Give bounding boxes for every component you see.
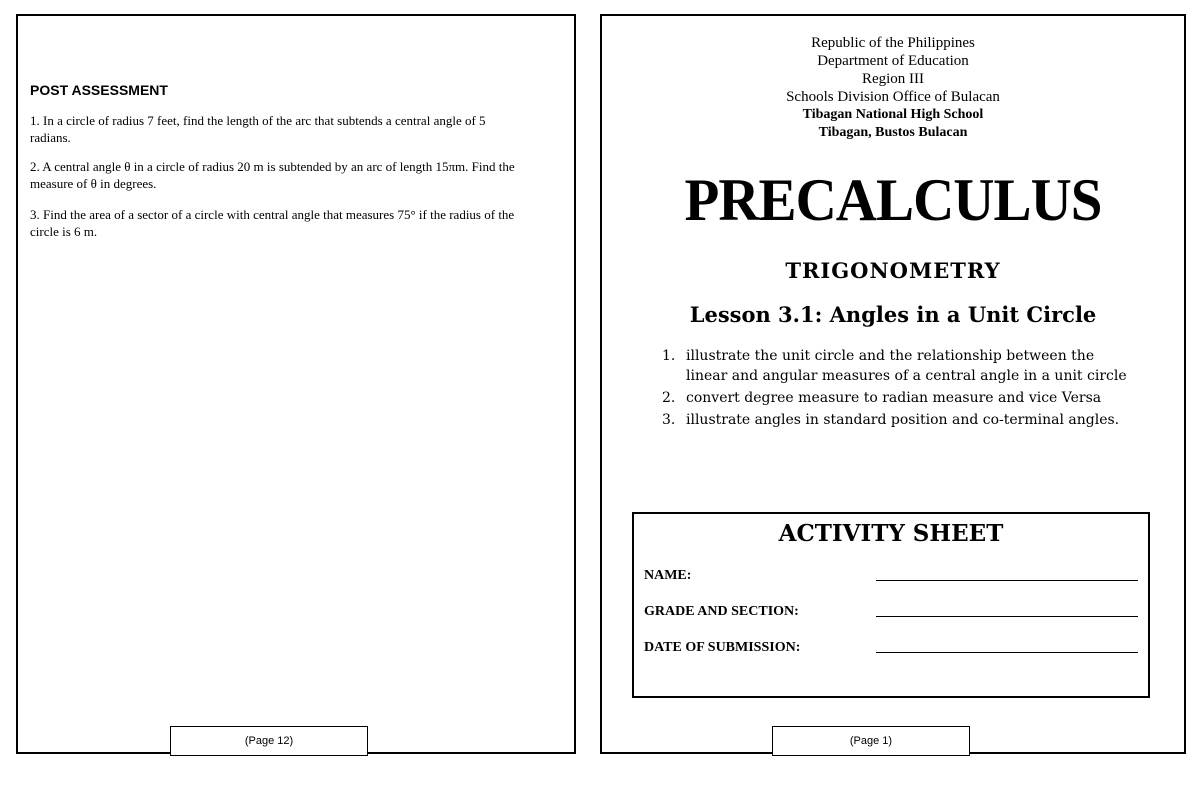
objectives-list [662,346,1132,432]
course-title: PRECALCULUS [684,167,1102,233]
objective-text: illustrate the unit circle and the relationship between the linear and angular measures of a central angle in a unit circle [686,348,1127,384]
question-1: 1. In a circle of radius 7 feet, find the length of the arc that subtends a central angle of 5 radians. [30,113,486,145]
date-submission-label: DATE OF SUBMISSION: [644,640,801,655]
question-3: 3. Find the area of a sector of a circle with central angle that measures 75° if the radius of the circle is 6 m. [30,207,515,239]
date-submission-field[interactable] [876,652,1138,653]
lesson-title: Lesson 3.1: Angles in a Unit Circle [689,302,1097,327]
objective-number: 3. [662,412,676,428]
left-page [16,14,576,754]
header-republic: Republic of the Philippines [811,35,975,51]
activity-sheet-title: ACTIVITY SHEET [778,520,1004,547]
objective-item [662,388,1132,408]
objective-number: 2. [662,390,676,406]
header-school: Tibagan National High School [802,107,984,122]
header-department: Department of Education [817,53,969,69]
grade-section-label: GRADE AND SECTION: [644,604,799,619]
post-assessment-title: POST ASSESSMENT [30,82,168,98]
objective-item [662,346,1132,386]
grade-section-field[interactable] [876,616,1138,617]
subject-title: TRIGONOMETRY [785,258,1001,283]
objective-item [662,410,1132,430]
page-number-label: (Page 1) [772,726,970,756]
activity-sheet-box [632,512,1150,698]
question-2: 2. A central angle θ in a circle of radius 20 m is subtended by an arc of length 15πm. Find the measure of θ in degrees. [30,159,515,191]
header-division: Schools Division Office of Bulacan [786,89,1000,105]
header-address: Tibagan, Bustos Bulacan [818,125,968,140]
header-region: Region III [861,71,925,87]
name-field[interactable] [876,580,1138,581]
right-page [600,14,1186,754]
objective-number: 1. [662,348,676,364]
name-label: NAME: [644,568,692,583]
page-number-label: (Page 12) [170,726,368,756]
objective-text: illustrate angles in standard position and co-terminal angles. [686,412,1120,428]
objective-text: convert degree measure to radian measure and vice Versa [686,390,1102,406]
